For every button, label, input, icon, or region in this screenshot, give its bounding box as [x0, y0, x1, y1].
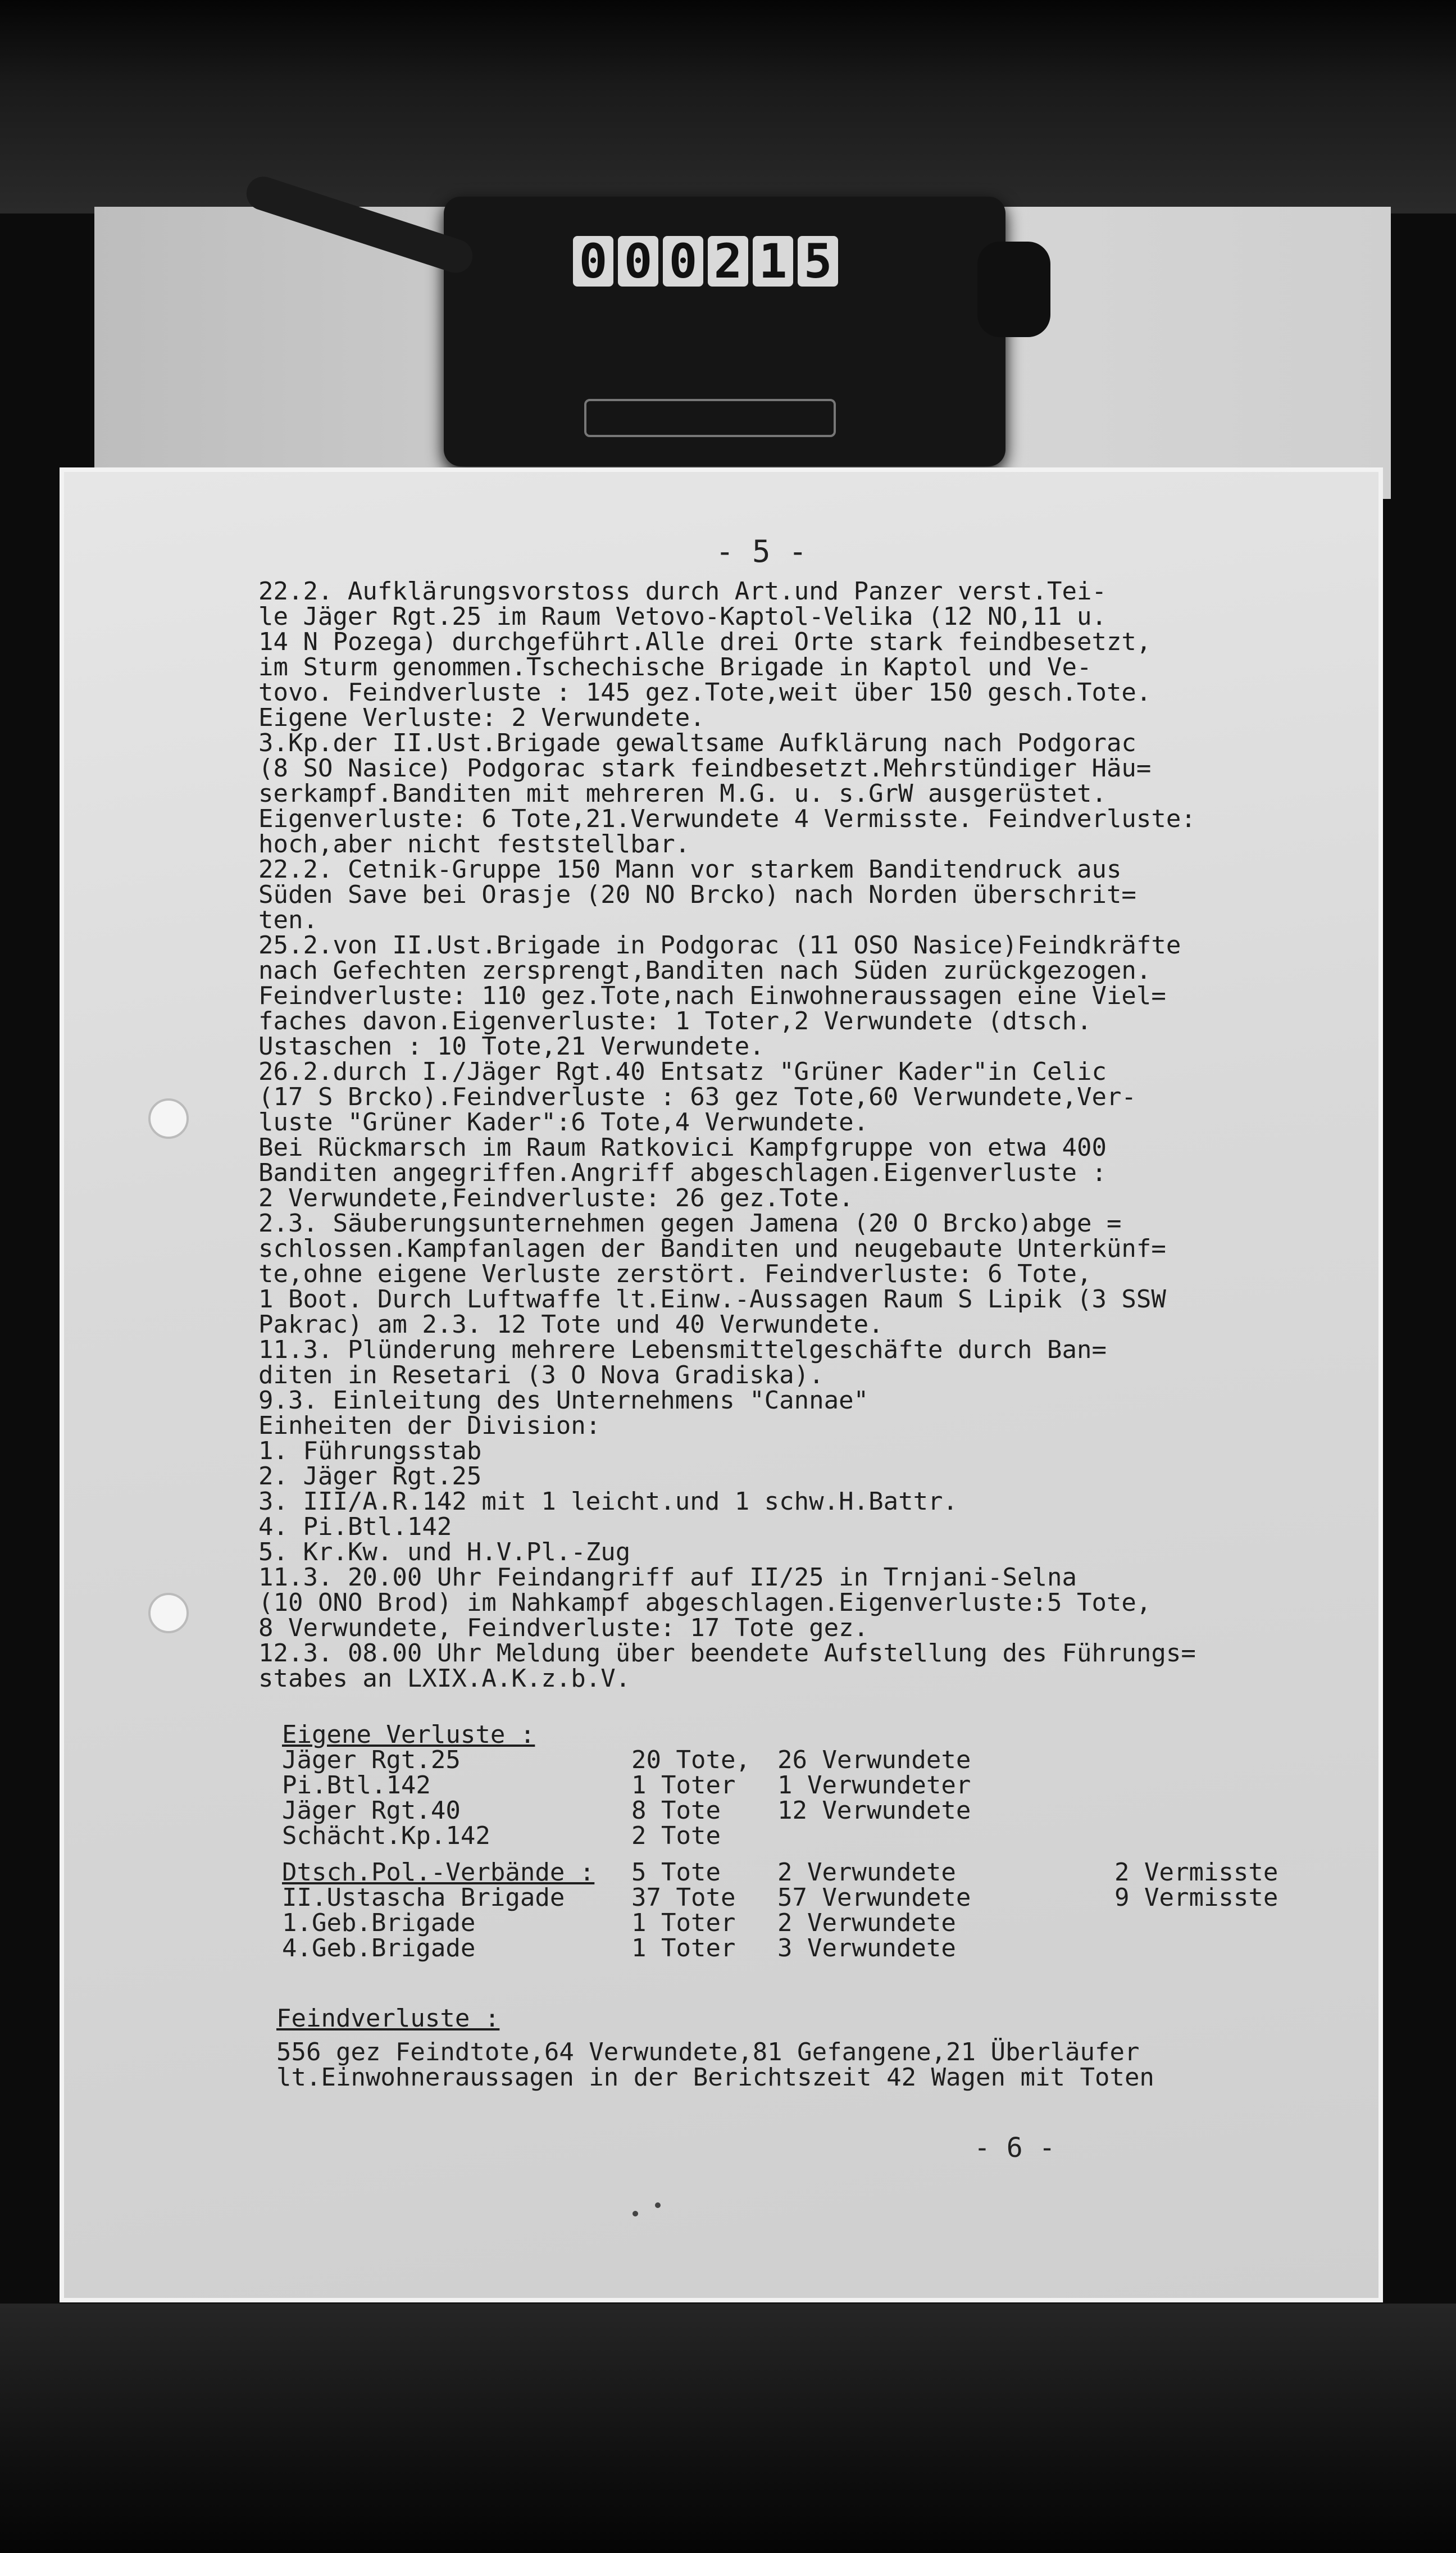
- enemy-losses-heading: Feindverluste :: [276, 2004, 500, 2033]
- report-line: 1 Boot. Durch Luftwaffe lt.Einw.-Aussagen Raum S Lipik (3 SSW: [258, 1285, 1166, 1314]
- report-line: 11.3. Plünderung mehrere Lebensmittelgeschäfte durch Ban=: [258, 1335, 1107, 1364]
- loss-dead: 1 Toter: [631, 1771, 736, 1800]
- loss-wounded: 2 Verwundete: [777, 1858, 956, 1887]
- own-losses-table: [210, 1722, 1277, 1848]
- report-line: 9.3. Einleitung des Unternehmens "Cannae": [258, 1386, 869, 1415]
- loss-unit: Jäger Rgt.25: [282, 1746, 461, 1774]
- punch-hole: [148, 1098, 189, 1139]
- report-line: Banditen angegriffen.Angriff abgeschlagen.Eigenverluste :: [258, 1159, 1107, 1187]
- report-line: serkampf.Banditen mit mehreren M.G. u. s.GrW ausgerüstet.: [258, 779, 1107, 808]
- loss-dead: 20 Tote,: [631, 1746, 750, 1774]
- loss-dead: 2 Tote: [631, 1821, 721, 1850]
- report-line: stabes an LXIX.A.K.z.b.V.: [258, 1664, 631, 1693]
- enemy-losses-section: [210, 2006, 1277, 2090]
- report-line: Eigene Verluste: 2 Verwundete.: [258, 703, 705, 732]
- loss-row: [210, 1823, 1277, 1848]
- report-line: 2. Jäger Rgt.25: [258, 1462, 482, 1491]
- counter-digit: 5: [798, 236, 838, 287]
- loss-row: [210, 1885, 1277, 1910]
- report-line: 26.2.durch I./Jäger Rgt.40 Entsatz "Grüner Kader"in Celic: [258, 1057, 1107, 1086]
- loss-dead: 1 Toter: [631, 1909, 736, 1937]
- report-line: (17 S Brcko).Feindverluste : 63 gez Tote,60 Verwundete,Ver-: [258, 1083, 1136, 1111]
- enemy-losses-line: lt.Einwohneraussagen in der Berichtszeit 42 Wagen mit Toten: [276, 2063, 1154, 2092]
- loss-row: [210, 1798, 1277, 1823]
- next-page-number: - 6 -: [974, 2132, 1055, 2164]
- counter-plate: [584, 399, 836, 437]
- loss-dead: 5 Tote: [631, 1858, 721, 1887]
- ink-dot: [655, 2202, 661, 2208]
- report-body: [258, 579, 1326, 1691]
- loss-unit: Dtsch.Pol.-Verbände :: [282, 1858, 595, 1887]
- counter-knob: [977, 242, 1050, 337]
- report-line: 22.2. Cetnik-Gruppe 150 Mann vor starkem Banditendruck aus: [258, 855, 1122, 884]
- counter-digit: 1: [753, 236, 793, 287]
- loss-wounded: 3 Verwundete: [777, 1934, 956, 1963]
- report-line: tovo. Feindverluste : 145 gez.Tote,weit über 150 gesch.Tote.: [258, 678, 1152, 707]
- loss-row: [210, 1910, 1277, 1936]
- loss-unit: 4.Geb.Brigade: [282, 1934, 476, 1963]
- loss-row: [210, 1860, 1277, 1885]
- report-line: 3.Kp.der II.Ust.Brigade gewaltsame Aufklärung nach Podgorac: [258, 729, 1136, 757]
- loss-row: [210, 1773, 1277, 1798]
- counter-digit: 0: [573, 236, 613, 287]
- report-line: (8 SO Nasice) Podgorac stark feindbesetzt.Mehrstündiger Häu=: [258, 754, 1152, 783]
- report-line: 25.2.von II.Ust.Brigade in Podgorac (11 OSO Nasice)Feindkräfte: [258, 931, 1181, 960]
- police-units-table: [210, 1860, 1277, 1961]
- loss-wounded: 2 Verwundete: [777, 1909, 956, 1937]
- report-line: 22.2. Aufklärungsvorstoss durch Art.und Panzer verst.Tei-: [258, 577, 1107, 606]
- document-page: [64, 472, 1378, 2298]
- loss-missing: 9 Vermisste: [1114, 1883, 1278, 1912]
- report-line: 4. Pi.Btl.142: [258, 1512, 452, 1541]
- report-line: Eigenverluste: 6 Tote,21.Verwundete 4 Vermisste. Feindverluste:: [258, 805, 1196, 833]
- report-line: faches davon.Eigenverluste: 1 Toter,2 Verwundete (dtsch.: [258, 1007, 1092, 1035]
- loss-wounded: 12 Verwundete: [777, 1796, 971, 1825]
- loss-missing: 2 Vermisste: [1114, 1858, 1278, 1887]
- report-line: 14 N Pozega) durchgeführt.Alle drei Orte stark feindbesetzt,: [258, 628, 1152, 656]
- counter-digit: 0: [618, 236, 658, 287]
- report-line: Bei Rückmarsch im Raum Ratkovici Kampfgruppe von etwa 400: [258, 1133, 1107, 1162]
- background-top: [0, 0, 1456, 213]
- background-bottom: [0, 2304, 1456, 2553]
- report-line: Einheiten der Division:: [258, 1411, 601, 1440]
- report-line: (10 ONO Brod) im Nahkampf abgeschlagen.Eigenverluste:5 Tote,: [258, 1588, 1152, 1617]
- loss-unit: Pi.Btl.142: [282, 1771, 431, 1800]
- enemy-losses-line: 556 gez Feindtote,64 Verwundete,81 Gefangene,21 Überläufer: [276, 2038, 1140, 2066]
- report-line: luste "Grüner Kader":6 Tote,4 Verwundete.: [258, 1108, 869, 1137]
- report-line: 12.3. 08.00 Uhr Meldung über beendete Aufstellung des Führungs=: [258, 1639, 1196, 1668]
- loss-row: [210, 1747, 1277, 1773]
- report-line: 5. Kr.Kw. und H.V.Pl.-Zug: [258, 1538, 631, 1566]
- loss-dead: 1 Toter: [631, 1934, 736, 1963]
- loss-row: [210, 1936, 1277, 1961]
- report-line: hoch,aber nicht feststellbar.: [258, 830, 690, 858]
- loss-unit: Schächt.Kp.142: [282, 1821, 490, 1850]
- loss-dead: 8 Tote: [631, 1796, 721, 1825]
- report-line: schlossen.Kampfanlagen der Banditen und neugebaute Unterkünf=: [258, 1234, 1166, 1263]
- loss-dead: 37 Tote: [631, 1883, 736, 1912]
- report-line: 1. Führungsstab: [258, 1437, 482, 1465]
- report-line: 2 Verwundete,Feindverluste: 26 gez.Tote.: [258, 1184, 854, 1212]
- loss-unit: II.Ustascha Brigade: [282, 1883, 565, 1912]
- report-line: Pakrac) am 2.3. 12 Tote und 40 Verwundete.: [258, 1310, 884, 1339]
- report-line: diten in Resetari (3 O Nova Gradiska).: [258, 1361, 824, 1389]
- counter-digit: 0: [663, 236, 703, 287]
- report-line: 11.3. 20.00 Uhr Feindangriff auf II/25 in Trnjani-Selna: [258, 1563, 1077, 1592]
- counter-digit: 2: [708, 236, 748, 287]
- report-line: 3. III/A.R.142 mit 1 leicht.und 1 schw.H.Battr.: [258, 1487, 958, 1516]
- loss-unit: 1.Geb.Brigade: [282, 1909, 476, 1937]
- ink-dot: [633, 2211, 638, 2216]
- report-line: Feindverluste: 110 gez.Tote,nach Einwohneraussagen eine Viel=: [258, 982, 1166, 1010]
- report-line: le Jäger Rgt.25 im Raum Vetovo-Kaptol-Velika (12 NO,11 u.: [258, 602, 1107, 631]
- report-line: 8 Verwundete, Feindverluste: 17 Tote gez.: [258, 1614, 869, 1642]
- loss-wounded: 57 Verwundete: [777, 1883, 971, 1912]
- report-line: 2.3. Säuberungsunternehmen gegen Jamena (20 O Brcko)abge =: [258, 1209, 1122, 1238]
- page-number: - 5 -: [716, 534, 807, 569]
- loss-unit: Jäger Rgt.40: [282, 1796, 461, 1825]
- report-line: nach Gefechten zersprengt,Banditen nach Süden zurückgezogen.: [258, 956, 1152, 985]
- frame-counter-device: [444, 197, 1005, 466]
- report-line: Süden Save bei Orasje (20 NO Brcko) nach Norden überschrit=: [258, 880, 1136, 909]
- report-line: ten.: [258, 906, 318, 934]
- punch-hole: [148, 1593, 189, 1633]
- counter-digits: [573, 236, 838, 287]
- loss-wounded: 26 Verwundete: [777, 1746, 971, 1774]
- own-losses-heading: Eigene Verluste :: [282, 1720, 535, 1749]
- report-line: Ustaschen : 10 Tote,21 Verwundete.: [258, 1032, 765, 1061]
- loss-wounded: 1 Verwundeter: [777, 1771, 971, 1800]
- report-line: te,ohne eigene Verluste zerstört. Feindverluste: 6 Tote,: [258, 1260, 1092, 1288]
- report-line: im Sturm genommen.Tschechische Brigade in Kaptol und Ve-: [258, 653, 1092, 682]
